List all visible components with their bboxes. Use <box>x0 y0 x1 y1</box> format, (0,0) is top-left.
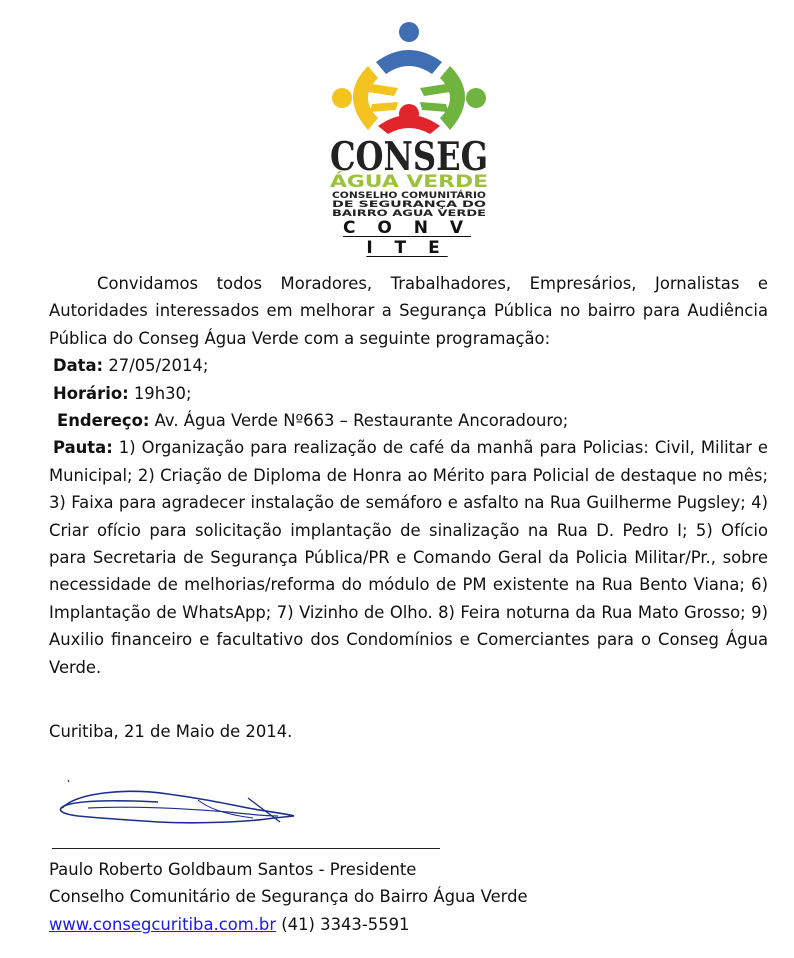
logo-name: CONSEG <box>330 134 488 180</box>
endereco-label: Endereço: <box>57 411 150 431</box>
website-link[interactable]: www.consegcuritiba.com.br <box>49 914 277 934</box>
horario-label: Horário: <box>53 383 129 403</box>
signer-name: Paulo Roberto Goldbaum Santos - Presidente <box>49 860 417 879</box>
horario-value: 19h30; <box>133 383 192 403</box>
pauta-value: 1) Organização para realização de café da manhã para Policias: Civil, Militar e Municipal; 2) Criação de Diploma de Honra ao Mérito para Policial de destaque no mês; 3) Faixa para agradecer instalação de semáforo e asfalto na Rua Guilherme Pugsley; 4) Criar ofício para solicitação implantação de sinalização na Rua D. Pedro I; 5) Ofício para Secretaria de Segurança Pública/PR e Comando Geral da Policia Militar/Pr., sobre necessidade de melhorias/reforma do módulo de PM existente na Rua Bento Viana; 6) Implantação de WhatsApp; 7) Vizinho de Olho. 8) Feira noturna da Rua Mato Grosso; 9) Auxilio financeiro e facultativo dos Condomínios e Comerciantes para o Conseg Água Verde. <box>49 438 768 677</box>
pauta-paragraph <box>49 434 768 681</box>
endereco-line <box>49 407 768 434</box>
data-value: 27/05/2014; <box>108 356 209 376</box>
document-body <box>49 270 768 681</box>
people-circle-icon <box>332 22 486 134</box>
logo-district: ÁGUA VERDE <box>330 172 454 192</box>
pauta-label: Pauta: <box>53 438 113 458</box>
handwritten-signature <box>48 778 300 830</box>
data-line <box>49 352 768 379</box>
footer <box>49 856 528 938</box>
data-label: Data: <box>53 356 104 376</box>
logo-tagline-1: CONSELHO COMUNITÁRIO <box>332 191 455 201</box>
logo-tagline-2: DE SEGURANÇA DO <box>332 200 486 210</box>
logo-tagline-3: BAIRRO AGUA VERDE <box>332 209 487 218</box>
organization-name: Conselho Comunitário de Segurança do Bairro Água Verde <box>49 887 528 907</box>
intro-paragraph: Convidamos todos Moradores, Trabalhadores, Empresários, Jornalistas e Autoridades interessados em melhorar a Segurança Pública no bairro para Audiência Pública do Conseg Água Verde com a seguinte programação: <box>49 274 768 348</box>
signature-line <box>52 848 440 849</box>
horario-line <box>49 380 768 407</box>
date-line: Curitiba, 21 de Maio de 2014. <box>49 722 293 741</box>
phone-number: (41) 3343-5591 <box>276 914 410 934</box>
conseg-logo <box>328 18 490 218</box>
contact-line <box>49 911 528 938</box>
document-title: C O N V I T E <box>342 218 472 258</box>
endereco-value: Av. Água Verde Nº663 – Restaurante Ancoradouro; <box>154 411 569 431</box>
